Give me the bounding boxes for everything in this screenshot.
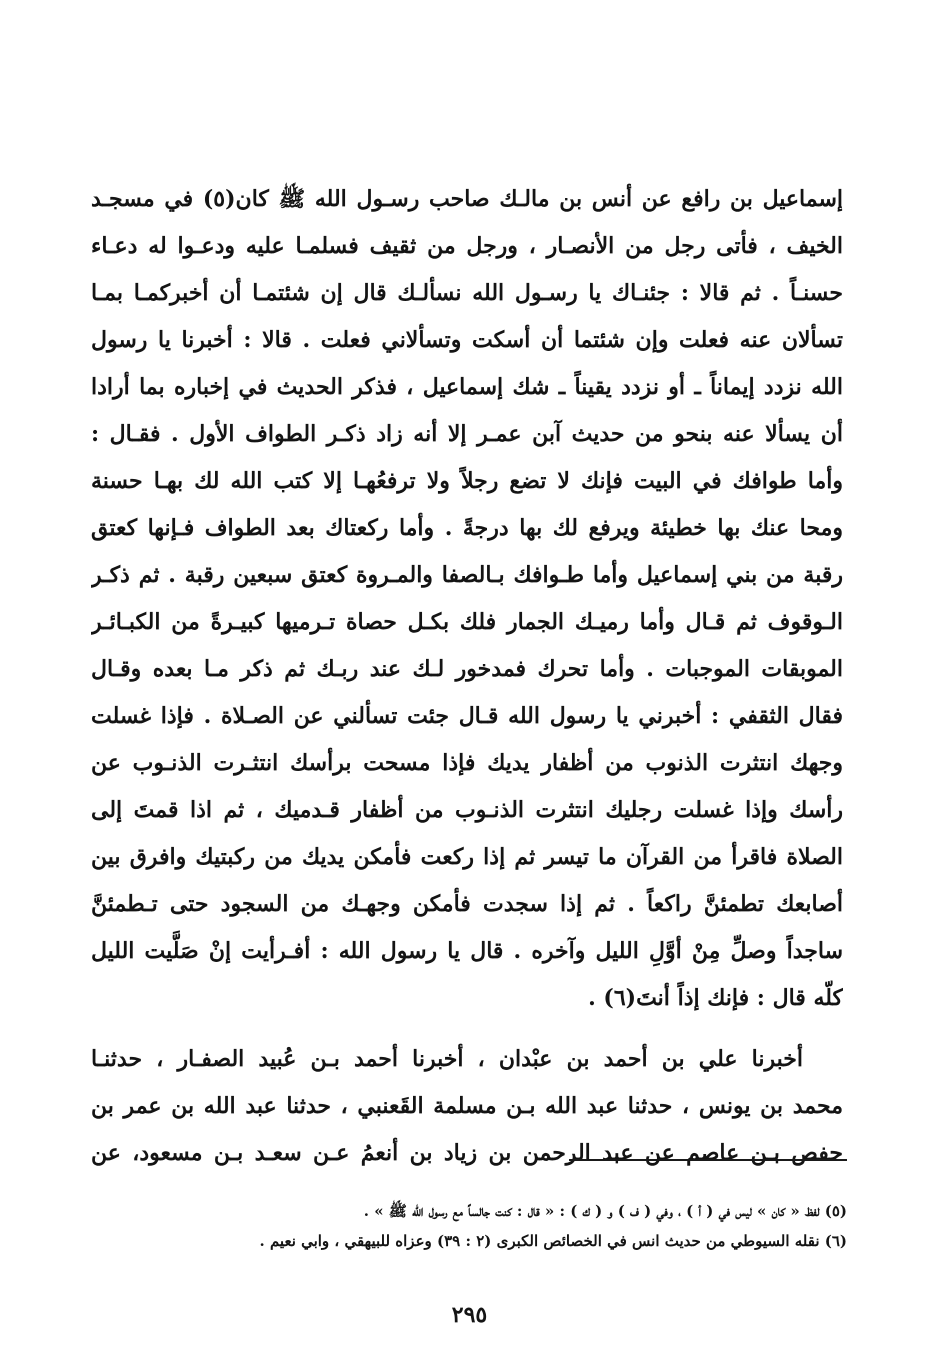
- text-line: وجهك انتثرت الذنوب من أظفار يديك فإذا مسحت برأسك انتثـرت الذنـوب عن: [91, 750, 843, 776]
- text-line: ساجداً وصلِّ مِنْ أوَّلِ الليل وآخره . قال يا رسول الله : أفـرأيت إنْ صَلَّيت الليل: [91, 938, 843, 964]
- text-line: الله نزدد إيماناً ـ أو نزدد يقيناً ـ شك إسماعيل ، فذكر الحديث في إخباره بما أرادا: [91, 374, 843, 400]
- text-line: إسماعيل بن رافع عن أنس بن مالـك صاحب رسـول الله ﷺ كان(٥) في مسجـد: [91, 186, 843, 212]
- text-line: وأما طوافك في البيت فإنك لا تضع رجلاً ولا ترفعُهـا إلا كتب الله لك بهـا حسنة: [91, 468, 843, 494]
- footnotes: [87, 1196, 847, 1256]
- text-line: تسألان عنه فعلت وإن شئتما أن أسكت وتسألاني فعلت . قالا : أخبرنا يا رسول: [91, 327, 843, 353]
- paragraph-2: [91, 1036, 843, 1177]
- text-line: الصلاة فاقرأ من القرآن ما تيسر ثم إذا ركعت فأمكن يديك من ركبتيك وافرق بين: [91, 844, 843, 870]
- text-line: كلّه قال : فإنك إذاً أنتَ(٦) .: [588, 985, 843, 1011]
- text-line: الـوقوف ثم قـال وأما رميـك الجمار فلك بكـل حصاة تـرميها كبيـرةً من الكبـائـر: [91, 609, 843, 635]
- footnote-6: (٦) نقله السيوطي من حديث انس في الخصائص الكبرى (٢ : ٣٩) وعزاه للبيهقي ، وابي نعيم .: [259, 1232, 847, 1250]
- text-line: محمد بن يونس ، حدثنا عبد الله بـن مسلمة القَعنبي ، حدثنا عبد الله بن عمر بن: [91, 1093, 843, 1119]
- paragraph-1: [91, 176, 843, 1022]
- text-line: أخبرنا علي بن أحمد بن عبْدان ، أخبرنا أحمد بـن عُبيد الصفـار ، حدثنـا: [91, 1046, 803, 1072]
- footnote-5: (٥) لفظ « كان » ليس في ( أ ) ، وفي ( ف ) و ( ك ) : « قال : كنت جالساً مع رسول الله ﷺ » .: [363, 1202, 847, 1220]
- main-text: [91, 176, 843, 1177]
- page-number: ٢٩٥: [451, 1302, 488, 1328]
- text-line: رأسك وإذا غسلت رجليك انتثرت الذنـوب من أظفار قـدميك ، ثم اذا قمتَ إلى: [91, 797, 843, 823]
- text-line: الخيف ، فأتى رجل من الأنصـار ، ورجل من ثقيف فسلمـا عليه ودعـوا له دعـاء: [91, 233, 843, 259]
- text-line: حفص بـن عاصم عن عبد الرحمن بن زياد بن أنعمُ عـن سعـد بـن مسعود، عن: [91, 1140, 843, 1166]
- text-line: الموبقات الموجبات . وأما تحرك فمدخور لـك عند ربـك ثم ذكر مـا بعده وقـال: [91, 656, 843, 682]
- text-line: رقبة من بني إسماعيل وأما طـوافك بـالصفا والمـروة كعتق سبعين رقبة . ثم ذكـر: [91, 562, 843, 588]
- text-line: ومحا عنك بها خطيئة ويرفع لك بها درجةً . وأما ركعتاك بعد الطواف فـإنها كعتق: [91, 515, 843, 541]
- text-line: فقال الثقفي : أخبرني يا رسول الله قـال جئت تسألني عن الصـلاة . فإذا غسلت: [91, 703, 843, 729]
- text-line: أن يسألا عنه بنحو من حديث آبن عمـر إلا أنه زاد ذكـر الطواف الأول . فقـال :: [91, 421, 843, 447]
- paragraph-gap: [91, 1022, 843, 1036]
- text-line: حسنـاً . ثم قالا : جئنـاك يا رسـول الله نسألـك قال إن شئتمـا أن أخبركمـا بمـا: [91, 280, 843, 306]
- footnote-divider: [569, 1159, 847, 1161]
- text-line: أصابعك تطمئنَّ راكعاً . ثم إذا سجدت فأمكن وجهـك من السجود حتى تـطمئنَّ: [91, 891, 843, 917]
